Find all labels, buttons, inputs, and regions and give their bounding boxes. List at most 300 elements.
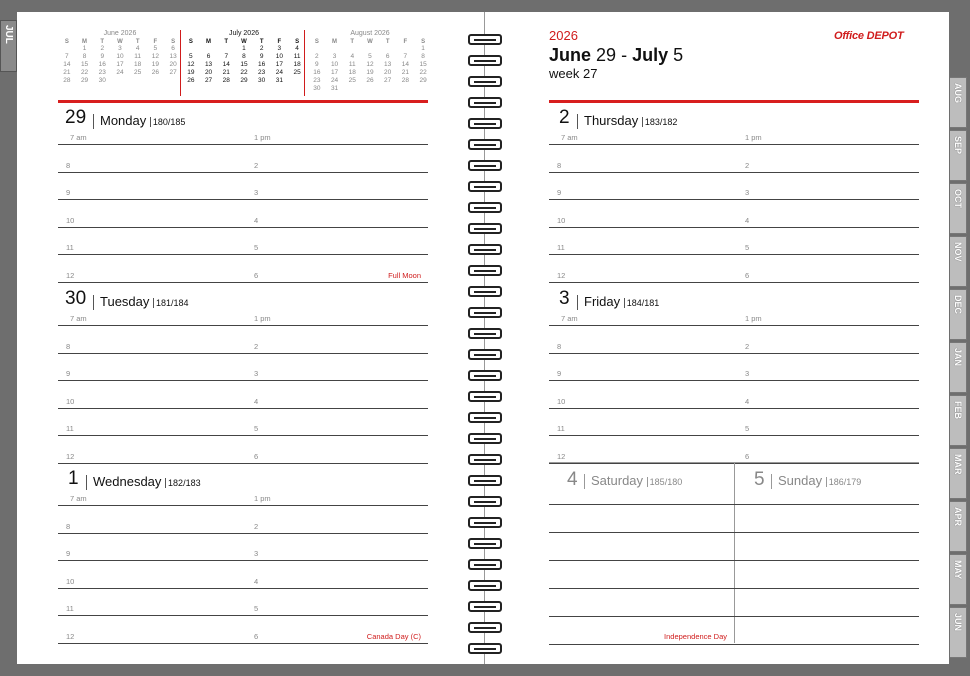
tab-label: NOV xyxy=(953,242,963,262)
weekday-label: T xyxy=(135,38,140,45)
date-cell[interactable]: 16 xyxy=(98,61,106,68)
hour-label: 4 xyxy=(254,215,259,225)
date-cell[interactable] xyxy=(111,85,129,93)
date-cell[interactable]: 11 xyxy=(348,61,356,68)
date-cell[interactable] xyxy=(343,85,361,93)
day-number: 5 xyxy=(754,469,765,490)
weekend-line[interactable] xyxy=(549,532,919,533)
hour-label: 12 xyxy=(66,631,75,641)
hour-label: 5 xyxy=(254,424,259,433)
hour-label: 11 xyxy=(557,243,565,252)
day-number: 29 xyxy=(65,107,87,128)
date-cell[interactable]: 6 xyxy=(385,53,390,60)
date-cell[interactable]: 18 xyxy=(293,61,301,68)
weekday-label: M xyxy=(332,38,338,45)
week-row xyxy=(182,53,306,61)
date-cell[interactable]: 19 xyxy=(187,69,195,76)
date-cell[interactable] xyxy=(361,85,379,93)
date-cell[interactable]: 2 xyxy=(259,45,264,52)
date-cell[interactable]: 26 xyxy=(187,77,195,84)
day-note: Full Moon xyxy=(388,271,421,280)
hour-line[interactable] xyxy=(58,463,428,464)
date-cell[interactable]: 30 xyxy=(313,85,321,92)
day-name-text: Wednesday xyxy=(93,474,162,489)
hour-label: 8 xyxy=(66,341,71,351)
weekday-label: T xyxy=(385,38,390,45)
day-count-text: 186/179 xyxy=(828,477,862,487)
binding-ring xyxy=(468,496,502,507)
day-count xyxy=(826,477,862,487)
date-cell[interactable]: 16 xyxy=(313,69,321,76)
date-cell[interactable]: 14 xyxy=(401,61,409,68)
date-cell[interactable]: 9 xyxy=(259,53,264,60)
tab-label: JAN xyxy=(953,348,963,367)
hour-label: 2 xyxy=(254,160,259,170)
date-cell[interactable]: 1 xyxy=(242,45,246,52)
hour-line[interactable] xyxy=(58,353,428,354)
binding-ring xyxy=(468,538,502,549)
hour-line[interactable] xyxy=(549,144,919,145)
date-cell[interactable]: 13 xyxy=(384,61,392,68)
date-cell[interactable] xyxy=(271,85,289,93)
date-cell[interactable]: 7 xyxy=(403,53,408,60)
date-cell[interactable]: 3 xyxy=(118,45,122,52)
date-cell[interactable]: 4 xyxy=(350,53,355,60)
date-cell[interactable] xyxy=(200,85,218,93)
day-name xyxy=(771,474,861,489)
hour-label: 7 am xyxy=(561,133,578,142)
date-cell[interactable]: 5 xyxy=(368,53,372,60)
hour-label: 6 xyxy=(745,270,750,280)
hour-line[interactable] xyxy=(58,325,428,326)
date-cell[interactable]: 21 xyxy=(401,69,409,76)
hour-label: 9 xyxy=(66,188,71,197)
date-cell[interactable]: 25 xyxy=(348,77,356,84)
week-row xyxy=(182,69,306,77)
date-cell[interactable]: 2 xyxy=(100,45,105,52)
week-row xyxy=(58,85,182,93)
tab-feb[interactable] xyxy=(950,395,967,446)
date-cell[interactable]: 15 xyxy=(419,61,427,68)
date-cell[interactable]: 19 xyxy=(151,61,159,68)
weekday-label: W xyxy=(241,38,247,45)
binding-ring xyxy=(468,475,502,486)
hour-label: 12 xyxy=(557,451,566,461)
date-cell[interactable] xyxy=(129,77,147,85)
date-cell[interactable]: 29 xyxy=(240,77,248,84)
weekday-label: M xyxy=(206,38,212,45)
tab-aug[interactable] xyxy=(950,77,967,128)
date-cell[interactable]: 14 xyxy=(63,61,71,68)
date-cell[interactable]: 4 xyxy=(295,45,299,52)
date-cell[interactable]: 22 xyxy=(240,69,248,76)
hour-line[interactable] xyxy=(549,353,919,354)
week-row xyxy=(308,77,432,85)
weekend-top-line xyxy=(549,462,919,463)
date-cell[interactable]: 8 xyxy=(421,53,425,60)
mini-calendar-grid xyxy=(58,38,182,93)
hour-line[interactable] xyxy=(58,505,428,506)
date-cell[interactable] xyxy=(343,45,361,53)
mini-calendar-title: June 2026 xyxy=(103,30,137,37)
date-cell[interactable]: 15 xyxy=(240,61,248,68)
binding-ring xyxy=(468,34,502,45)
hour-label: 8 xyxy=(557,160,562,170)
date-cell[interactable]: 17 xyxy=(116,61,124,68)
binding-ring xyxy=(468,622,502,633)
date-cell[interactable] xyxy=(182,85,200,93)
weekend-line[interactable] xyxy=(549,504,919,505)
hour-label: 7 am xyxy=(70,314,87,323)
weekday-label: S xyxy=(295,38,300,45)
binding-ring xyxy=(468,97,502,108)
date-cell[interactable]: 7 xyxy=(224,53,229,60)
binding-ring xyxy=(468,307,502,318)
binding-ring xyxy=(468,265,502,276)
day-count xyxy=(165,478,201,488)
hour-label: 7 am xyxy=(70,133,87,142)
hour-label: 4 xyxy=(254,396,259,406)
date-cell[interactable]: 17 xyxy=(275,61,283,68)
tab-sep[interactable] xyxy=(950,130,967,181)
date-cell[interactable]: 1 xyxy=(82,45,87,52)
tab-dec[interactable] xyxy=(950,289,967,340)
binding-ring xyxy=(468,559,502,570)
day-count xyxy=(150,117,186,127)
hour-line[interactable] xyxy=(549,408,919,409)
date-cell[interactable]: 1 xyxy=(421,45,425,52)
date-cell[interactable] xyxy=(76,85,94,93)
tab-label: MAY xyxy=(953,560,963,580)
hour-label: 1 pm xyxy=(254,314,271,323)
weekday-label: S xyxy=(171,38,176,45)
date-cell[interactable] xyxy=(129,85,147,93)
mini-calendar-grid xyxy=(308,38,432,93)
hour-label: 5 xyxy=(254,604,259,613)
hour-line[interactable] xyxy=(58,615,428,616)
hour-label: 9 xyxy=(557,369,562,378)
date-cell[interactable]: 24 xyxy=(116,69,124,76)
date-cell[interactable] xyxy=(326,45,344,53)
hour-label: 12 xyxy=(66,451,75,461)
date-cell[interactable]: 26 xyxy=(366,77,374,84)
binding-ring xyxy=(468,517,502,528)
hour-label: 8 xyxy=(66,160,71,170)
hour-label: 4 xyxy=(254,576,259,586)
hour-label: 3 xyxy=(745,188,750,197)
hour-label: 11 xyxy=(66,604,74,613)
binding-ring xyxy=(468,55,502,66)
date-cell[interactable] xyxy=(308,45,326,53)
binding-ring xyxy=(468,643,502,654)
week-row xyxy=(58,69,182,77)
hour-line[interactable] xyxy=(58,282,428,283)
hour-line[interactable] xyxy=(58,435,428,436)
date-cell[interactable]: 27 xyxy=(384,77,392,84)
day-count-text: 184/181 xyxy=(626,298,660,308)
binding-ring xyxy=(468,223,502,234)
week-row xyxy=(182,85,306,93)
hour-label: 11 xyxy=(66,424,74,433)
date-cell[interactable]: 2 xyxy=(315,53,319,60)
date-cell[interactable]: 5 xyxy=(153,45,158,52)
date-cell[interactable]: 21 xyxy=(222,69,230,76)
hour-line[interactable] xyxy=(58,560,428,561)
tab-jan[interactable] xyxy=(950,342,967,393)
date-cell[interactable]: 20 xyxy=(204,69,213,76)
date-cell[interactable]: 15 xyxy=(80,61,89,68)
red-rule-left xyxy=(58,100,428,103)
hour-label: 3 xyxy=(254,369,259,378)
tab-mar[interactable] xyxy=(950,448,967,499)
date-cell[interactable]: 3 xyxy=(332,53,337,60)
hour-label: 10 xyxy=(557,396,566,406)
tab-nov[interactable] xyxy=(950,236,967,287)
hour-label: 10 xyxy=(557,215,566,225)
date-cell[interactable] xyxy=(217,45,235,53)
day-count-text: 185/180 xyxy=(649,477,683,487)
hour-line[interactable] xyxy=(58,533,428,534)
date-cell[interactable]: 10 xyxy=(330,61,339,68)
date-cell[interactable]: 24 xyxy=(275,69,283,76)
hour-line[interactable] xyxy=(58,227,428,228)
hour-line[interactable] xyxy=(549,380,919,381)
week-row xyxy=(308,45,432,53)
date-cell[interactable]: 25 xyxy=(293,69,301,76)
weekday-label: W xyxy=(117,38,123,45)
weekday-label: T xyxy=(224,38,229,45)
date-cell[interactable]: 12 xyxy=(366,61,374,68)
date-cell[interactable]: 23 xyxy=(313,77,321,84)
hour-label: 2 xyxy=(745,341,750,351)
weekday-label: T xyxy=(259,38,264,45)
weekday-row xyxy=(308,38,432,45)
date-cell[interactable]: 10 xyxy=(275,53,283,60)
weekday-label: F xyxy=(403,38,408,45)
tab-jul[interactable] xyxy=(0,20,17,72)
date-cell[interactable]: 30 xyxy=(98,77,106,84)
weekday-label: S xyxy=(64,38,69,45)
date-cell[interactable]: 25 xyxy=(134,69,142,76)
date-cell[interactable]: 9 xyxy=(100,53,105,60)
date-cell[interactable]: 27 xyxy=(204,77,213,84)
hour-label: 5 xyxy=(745,243,750,252)
date-cell[interactable] xyxy=(361,45,379,53)
binding-ring xyxy=(468,181,502,192)
date-cell[interactable]: 3 xyxy=(277,45,282,52)
tab-jun[interactable] xyxy=(950,607,967,658)
date-cell[interactable] xyxy=(111,77,129,85)
binding-ring xyxy=(468,601,502,612)
date-cell[interactable]: 23 xyxy=(258,69,266,76)
date-cell[interactable]: 18 xyxy=(134,61,142,68)
red-rule-right xyxy=(549,100,919,103)
date-cell[interactable]: 20 xyxy=(384,69,392,76)
date-cell[interactable]: 18 xyxy=(348,69,356,76)
tab-apr[interactable] xyxy=(950,501,967,552)
day-note: Canada Day (C) xyxy=(366,632,421,641)
weekend-line[interactable] xyxy=(549,616,919,617)
date-cell[interactable]: 24 xyxy=(330,77,339,84)
weekday-label: F xyxy=(277,38,282,45)
date-cell[interactable]: 22 xyxy=(80,69,89,76)
hour-line[interactable] xyxy=(58,408,428,409)
date-cell[interactable]: 21 xyxy=(63,69,71,76)
date-cell[interactable] xyxy=(414,85,432,93)
hour-line[interactable] xyxy=(58,380,428,381)
weekend-line[interactable] xyxy=(549,560,919,561)
week-number: week 27 xyxy=(549,66,598,81)
date-cell[interactable]: 22 xyxy=(419,69,427,76)
hour-label: 3 xyxy=(254,549,259,558)
tab-oct[interactable] xyxy=(950,183,967,234)
day-number: 1 xyxy=(68,468,79,489)
date-cell[interactable]: 17 xyxy=(330,69,339,76)
weekday-label: S xyxy=(188,38,193,45)
date-cell[interactable] xyxy=(379,45,397,53)
binding-ring xyxy=(468,76,502,87)
date-cell[interactable]: 28 xyxy=(222,77,230,84)
day-number: 3 xyxy=(559,288,570,309)
date-cell[interactable]: 28 xyxy=(401,77,409,84)
hour-label: 7 am xyxy=(561,314,578,323)
date-cell[interactable] xyxy=(253,85,271,93)
hour-line[interactable] xyxy=(58,254,428,255)
hour-line[interactable] xyxy=(58,144,428,145)
hour-line[interactable] xyxy=(58,199,428,200)
hour-label: 2 xyxy=(254,521,259,531)
date-cell[interactable]: 20 xyxy=(169,61,177,68)
date-cell[interactable] xyxy=(397,85,415,93)
hour-line[interactable] xyxy=(549,282,919,283)
binding-ring xyxy=(468,118,502,129)
date-cell[interactable] xyxy=(397,45,415,53)
year-label: 2026 xyxy=(549,28,578,43)
hour-line[interactable] xyxy=(549,254,919,255)
date-cell[interactable]: 31 xyxy=(275,77,283,84)
weekday-label: F xyxy=(153,38,158,45)
right-page xyxy=(484,12,949,664)
hour-label: 8 xyxy=(557,341,562,351)
date-cell[interactable]: 12 xyxy=(151,53,159,60)
hour-label: 10 xyxy=(66,215,75,225)
hour-line[interactable] xyxy=(58,643,428,644)
day-name xyxy=(577,295,659,310)
weekend-line[interactable] xyxy=(549,588,919,589)
hour-line[interactable] xyxy=(549,325,919,326)
hour-label: 9 xyxy=(557,188,562,197)
date-cell[interactable] xyxy=(200,45,218,53)
date-cell[interactable]: 26 xyxy=(151,69,159,76)
hour-line[interactable] xyxy=(549,435,919,436)
tab-may[interactable] xyxy=(950,554,967,605)
week-row xyxy=(58,77,182,85)
tab-label: OCT xyxy=(953,189,963,208)
week-row xyxy=(308,53,432,61)
hour-line[interactable] xyxy=(549,199,919,200)
date-cell[interactable]: 10 xyxy=(116,53,124,60)
date-cell[interactable]: 4 xyxy=(135,45,140,52)
day-count-text: 182/183 xyxy=(168,478,201,488)
date-cell[interactable]: 6 xyxy=(171,45,175,52)
date-cell[interactable]: 13 xyxy=(204,61,213,68)
hour-label: 11 xyxy=(557,424,565,433)
hour-line[interactable] xyxy=(58,172,428,173)
binding-ring xyxy=(468,370,502,381)
date-cell[interactable]: 16 xyxy=(258,61,266,68)
hour-label: 1 pm xyxy=(745,133,762,142)
date-cell[interactable]: 11 xyxy=(293,53,301,60)
date-cell[interactable]: 13 xyxy=(169,53,177,60)
date-cell[interactable]: 31 xyxy=(330,85,339,92)
tab-label: MAR xyxy=(953,454,963,475)
mini-calendar-grid xyxy=(182,38,306,93)
binding-ring xyxy=(468,412,502,423)
week-row xyxy=(182,61,306,69)
date-cell[interactable] xyxy=(58,85,76,93)
binding-ring xyxy=(468,349,502,360)
date-cell[interactable]: 5 xyxy=(189,53,193,60)
hour-label: 1 pm xyxy=(254,133,271,142)
binding-ring xyxy=(468,391,502,402)
mini-calendar xyxy=(308,30,432,96)
date-cell[interactable]: 8 xyxy=(82,53,87,60)
date-cell[interactable]: 29 xyxy=(80,77,89,84)
hour-line[interactable] xyxy=(549,172,919,173)
week-row xyxy=(58,45,182,53)
day-name-text: Saturday xyxy=(591,473,644,488)
date-cell[interactable]: 9 xyxy=(315,61,319,68)
date-cell[interactable] xyxy=(93,85,111,93)
date-cell[interactable]: 6 xyxy=(206,53,211,60)
date-cell[interactable] xyxy=(379,85,397,93)
tab-label: JUN xyxy=(953,613,963,632)
date-cell[interactable] xyxy=(58,45,76,53)
day-name-text: Tuesday xyxy=(100,294,150,309)
date-cell[interactable] xyxy=(235,85,253,93)
date-cell[interactable]: 30 xyxy=(258,77,266,84)
hour-line[interactable] xyxy=(58,588,428,589)
hour-label: 1 pm xyxy=(254,494,271,503)
date-cell[interactable]: 11 xyxy=(134,53,142,60)
weekend-line[interactable] xyxy=(549,644,919,645)
date-cell[interactable]: 28 xyxy=(63,77,71,84)
hour-label: 2 xyxy=(745,160,750,170)
date-cell[interactable]: 29 xyxy=(419,77,427,84)
date-cell[interactable] xyxy=(217,85,235,93)
weekday-row xyxy=(182,38,306,45)
left-page xyxy=(17,12,484,664)
date-cell[interactable] xyxy=(147,77,165,85)
hour-label: 7 am xyxy=(70,494,87,503)
mini-calendar xyxy=(182,30,306,96)
date-cell[interactable] xyxy=(182,45,200,53)
week-row xyxy=(58,61,182,69)
date-cell[interactable]: 7 xyxy=(65,53,69,60)
date-cell[interactable]: 12 xyxy=(187,61,195,68)
hour-label: 6 xyxy=(254,631,259,641)
week-row xyxy=(58,53,182,61)
date-cell[interactable]: 19 xyxy=(366,69,374,76)
date-cell[interactable]: 27 xyxy=(169,69,177,76)
day-count xyxy=(642,117,678,127)
hour-label: 10 xyxy=(66,576,75,586)
hour-line[interactable] xyxy=(549,227,919,228)
date-cell[interactable]: 23 xyxy=(98,69,106,76)
date-cell[interactable]: 8 xyxy=(242,53,246,60)
date-cell[interactable]: 14 xyxy=(222,61,230,68)
date-cell[interactable] xyxy=(147,85,165,93)
